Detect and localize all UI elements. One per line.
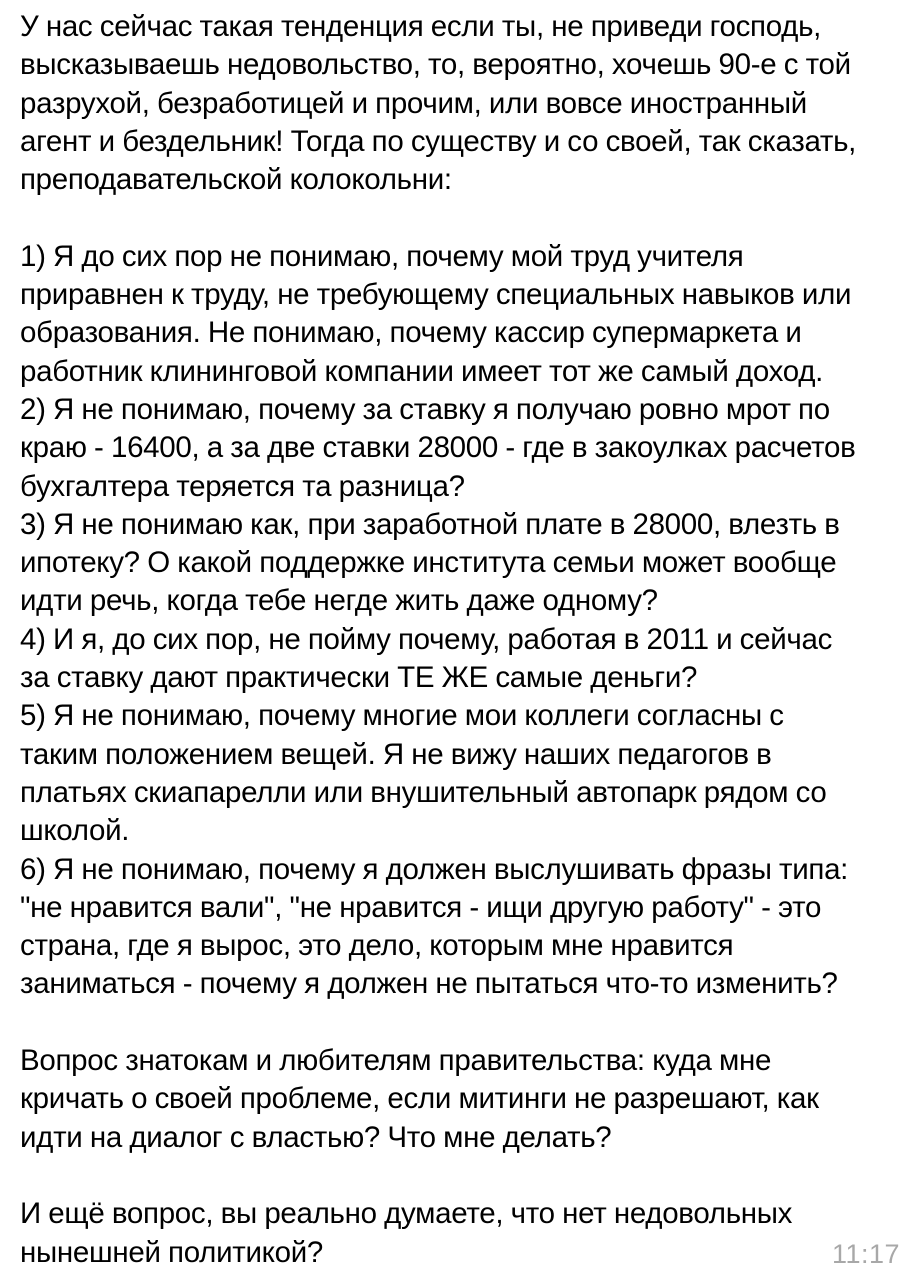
- message-line: 1) Я до сих пор не понимаю, почему мой труд учителя: [20, 239, 744, 273]
- message-line: преподавательской колокольни:: [20, 163, 452, 197]
- paragraph-break: [20, 1004, 898, 1042]
- message-line: идти на диалог с властью? Что мне делать?: [20, 1120, 612, 1154]
- message-line: школой.: [20, 814, 130, 848]
- message-line: за ставку дают практически ТЕ ЖЕ самые деньги?: [20, 661, 698, 695]
- message-line: ипотеку? О какой поддержке института семьи может вообще: [20, 546, 837, 580]
- message-line: работник клининговой компании имеет тот же самый доход.: [20, 354, 824, 388]
- message-timestamp: 11:17: [831, 1239, 900, 1269]
- message-line: краю - 16400, а за две ставки 28000 - где в закоулках расчетов: [20, 431, 856, 465]
- message-line: таким положением вещей. Я не вижу наших педагогов в: [20, 737, 772, 771]
- message-line: нынешней политикой?: [20, 1235, 323, 1269]
- message-line: "не нравится вали", "не нравится - ищи другую работу" - это: [20, 890, 822, 924]
- message-line: 2) Я не понимаю, почему за ставку я получаю ровно мрот по: [20, 392, 830, 426]
- message-text: [20, 8, 898, 1272]
- message-line: 3) Я не понимаю как, при заработной плате в 28000, влезть в: [20, 507, 840, 541]
- paragraph-break: [20, 199, 898, 237]
- message-line: приравнен к труду, не требующему специальных навыков или: [20, 278, 852, 312]
- message-line: агент и бездельник! Тогда по существу и со своей, так сказать,: [20, 124, 857, 158]
- message-line: И ещё вопрос, вы реально думаете, что нет недовольных: [20, 1197, 793, 1231]
- message-line: бухгалтера теряется та разница?: [20, 469, 465, 503]
- message-line: У нас сейчас такая тенденция если ты, не приведи господь,: [20, 10, 822, 43]
- message-line: платьях скиапарелли или внушительный автопарк рядом со: [20, 775, 827, 809]
- message-line: страна, где я вырос, это дело, которым мне нравится: [20, 929, 734, 963]
- message-line: заниматься - почему я должен не пытаться что-то изменить?: [20, 967, 838, 1001]
- message-line: разрухой, безработицей и прочим, или вовсе иностранный: [20, 86, 807, 120]
- message-line: 6) Я не понимаю, почему я должен выслушивать фразы типа:: [20, 852, 849, 886]
- message-line: Вопрос знатокам и любителям правительства: куда мне: [20, 1044, 772, 1078]
- message-line: идти речь, когда тебе негде жить даже одному?: [20, 584, 658, 618]
- message-line: 5) Я не понимаю, почему многие мои коллеги согласны с: [20, 699, 784, 733]
- message-line: кричать о своей проблеме, если митинги не разрешают, как: [20, 1082, 819, 1116]
- message-line: 4) И я, до сих пор, не пойму почему, работая в 2011 и сейчас: [20, 622, 833, 656]
- message-line: высказываешь недовольство, то, вероятно, хочешь 90-е с той: [20, 48, 851, 82]
- message-line: образования. Не понимаю, почему кассир супермаркета и: [20, 316, 802, 350]
- paragraph-break: [20, 1157, 898, 1195]
